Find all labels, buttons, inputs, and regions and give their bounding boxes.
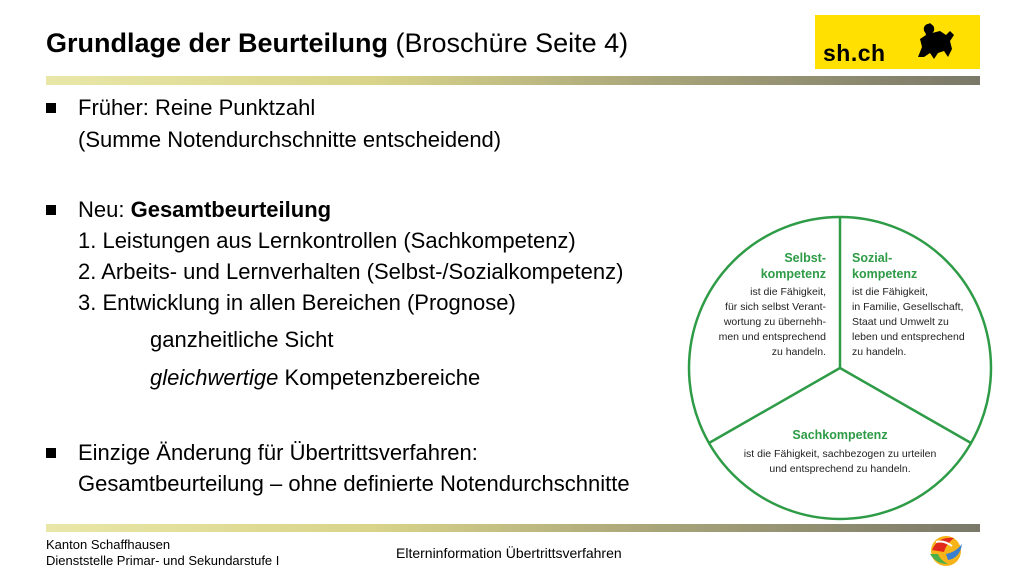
bullet2-bold: Gesamtbeurteilung — [130, 197, 332, 222]
sozial-title-1: Sozial- — [852, 251, 893, 265]
title-bold: Grundlage der Beurteilung — [46, 28, 389, 58]
bullet-icon — [46, 205, 56, 215]
sozial-text-4: leben und entsprechend — [852, 331, 965, 343]
footer-org-line1: Kanton Schaffhausen — [46, 537, 171, 552]
footer-org-line2: Dienststelle Primar- und Sekundarstufe I — [46, 553, 280, 568]
page-title — [46, 26, 628, 60]
bullet1-line1: Früher: Reine Punktzahl — [78, 95, 316, 120]
selbst-text-2: für sich selbst Verant- — [725, 301, 826, 313]
bullet2-line5-text: ganzheitliche Sicht — [150, 327, 334, 352]
competence-diagram — [684, 212, 996, 524]
sozial-text-2: in Familie, Gesellschaft, — [852, 301, 964, 313]
sach-text-1: ist die Fähigkeit, sachbezogen zu urteilen — [743, 448, 937, 460]
bullet2-line4: 3. Entwicklung in allen Bereichen (Prognose) — [78, 290, 516, 315]
bullet2-line3: 2. Arbeits- und Lernverhalten (Selbst-/Sozialkompetenz) — [78, 259, 624, 284]
footer-gradient-bar — [46, 524, 980, 532]
sozial-text-1: ist die Fähigkeit, — [852, 286, 928, 298]
logo-text: sh.ch — [823, 40, 886, 66]
footer-title: Elterninformation Übertrittsverfahren — [396, 545, 622, 561]
sach-text-2: und entsprechend zu handeln. — [769, 463, 911, 475]
ram-icon — [912, 17, 960, 65]
sozial-title-2: kompetenz — [852, 267, 918, 281]
selbst-text-4: men und entsprechend — [718, 331, 826, 343]
bullet2-prefix: Neu: — [78, 197, 131, 222]
footer-org — [46, 537, 279, 569]
bullet1-line2: (Summe Notendurchschnitte entscheidend) — [78, 127, 502, 152]
selbst-title-2: kompetenz — [760, 267, 826, 281]
selbst-text-1: ist die Fähigkeit, — [750, 286, 826, 298]
sh-logo — [815, 15, 980, 69]
selbst-text-5: zu handeln. — [771, 346, 826, 358]
header-gradient-bar — [46, 76, 980, 85]
bullet3-line1: Einzige Änderung für Übertrittsverfahren: — [78, 440, 478, 465]
sozial-text-5: zu handeln. — [852, 346, 907, 358]
school-logo-icon — [922, 530, 966, 570]
selbst-text-3: wortung zu übernehh- — [723, 316, 826, 328]
bullet2-line6-rest: Kompetenzbereiche — [278, 365, 481, 390]
bullet2-line6 — [150, 363, 480, 393]
bullet2-italic: gleichwertige — [150, 365, 279, 390]
bullet2-line1 — [78, 195, 331, 225]
bullet3-line2: Gesamtbeurteilung – ohne definierte Notendurchschnitte — [78, 471, 630, 496]
selbst-title-1: Selbst- — [784, 251, 826, 265]
bullet2-line5 — [150, 325, 333, 355]
title-rest: (Broschüre Seite 4) — [388, 28, 629, 58]
sozial-text-3: Staat und Umwelt zu — [852, 316, 949, 328]
sach-title: Sachkompetenz — [792, 428, 888, 442]
bullet-icon — [46, 103, 56, 113]
bullet-icon — [46, 448, 56, 458]
bullet2-line2: 1. Leistungen aus Lernkontrollen (Sachkompetenz) — [78, 228, 576, 253]
